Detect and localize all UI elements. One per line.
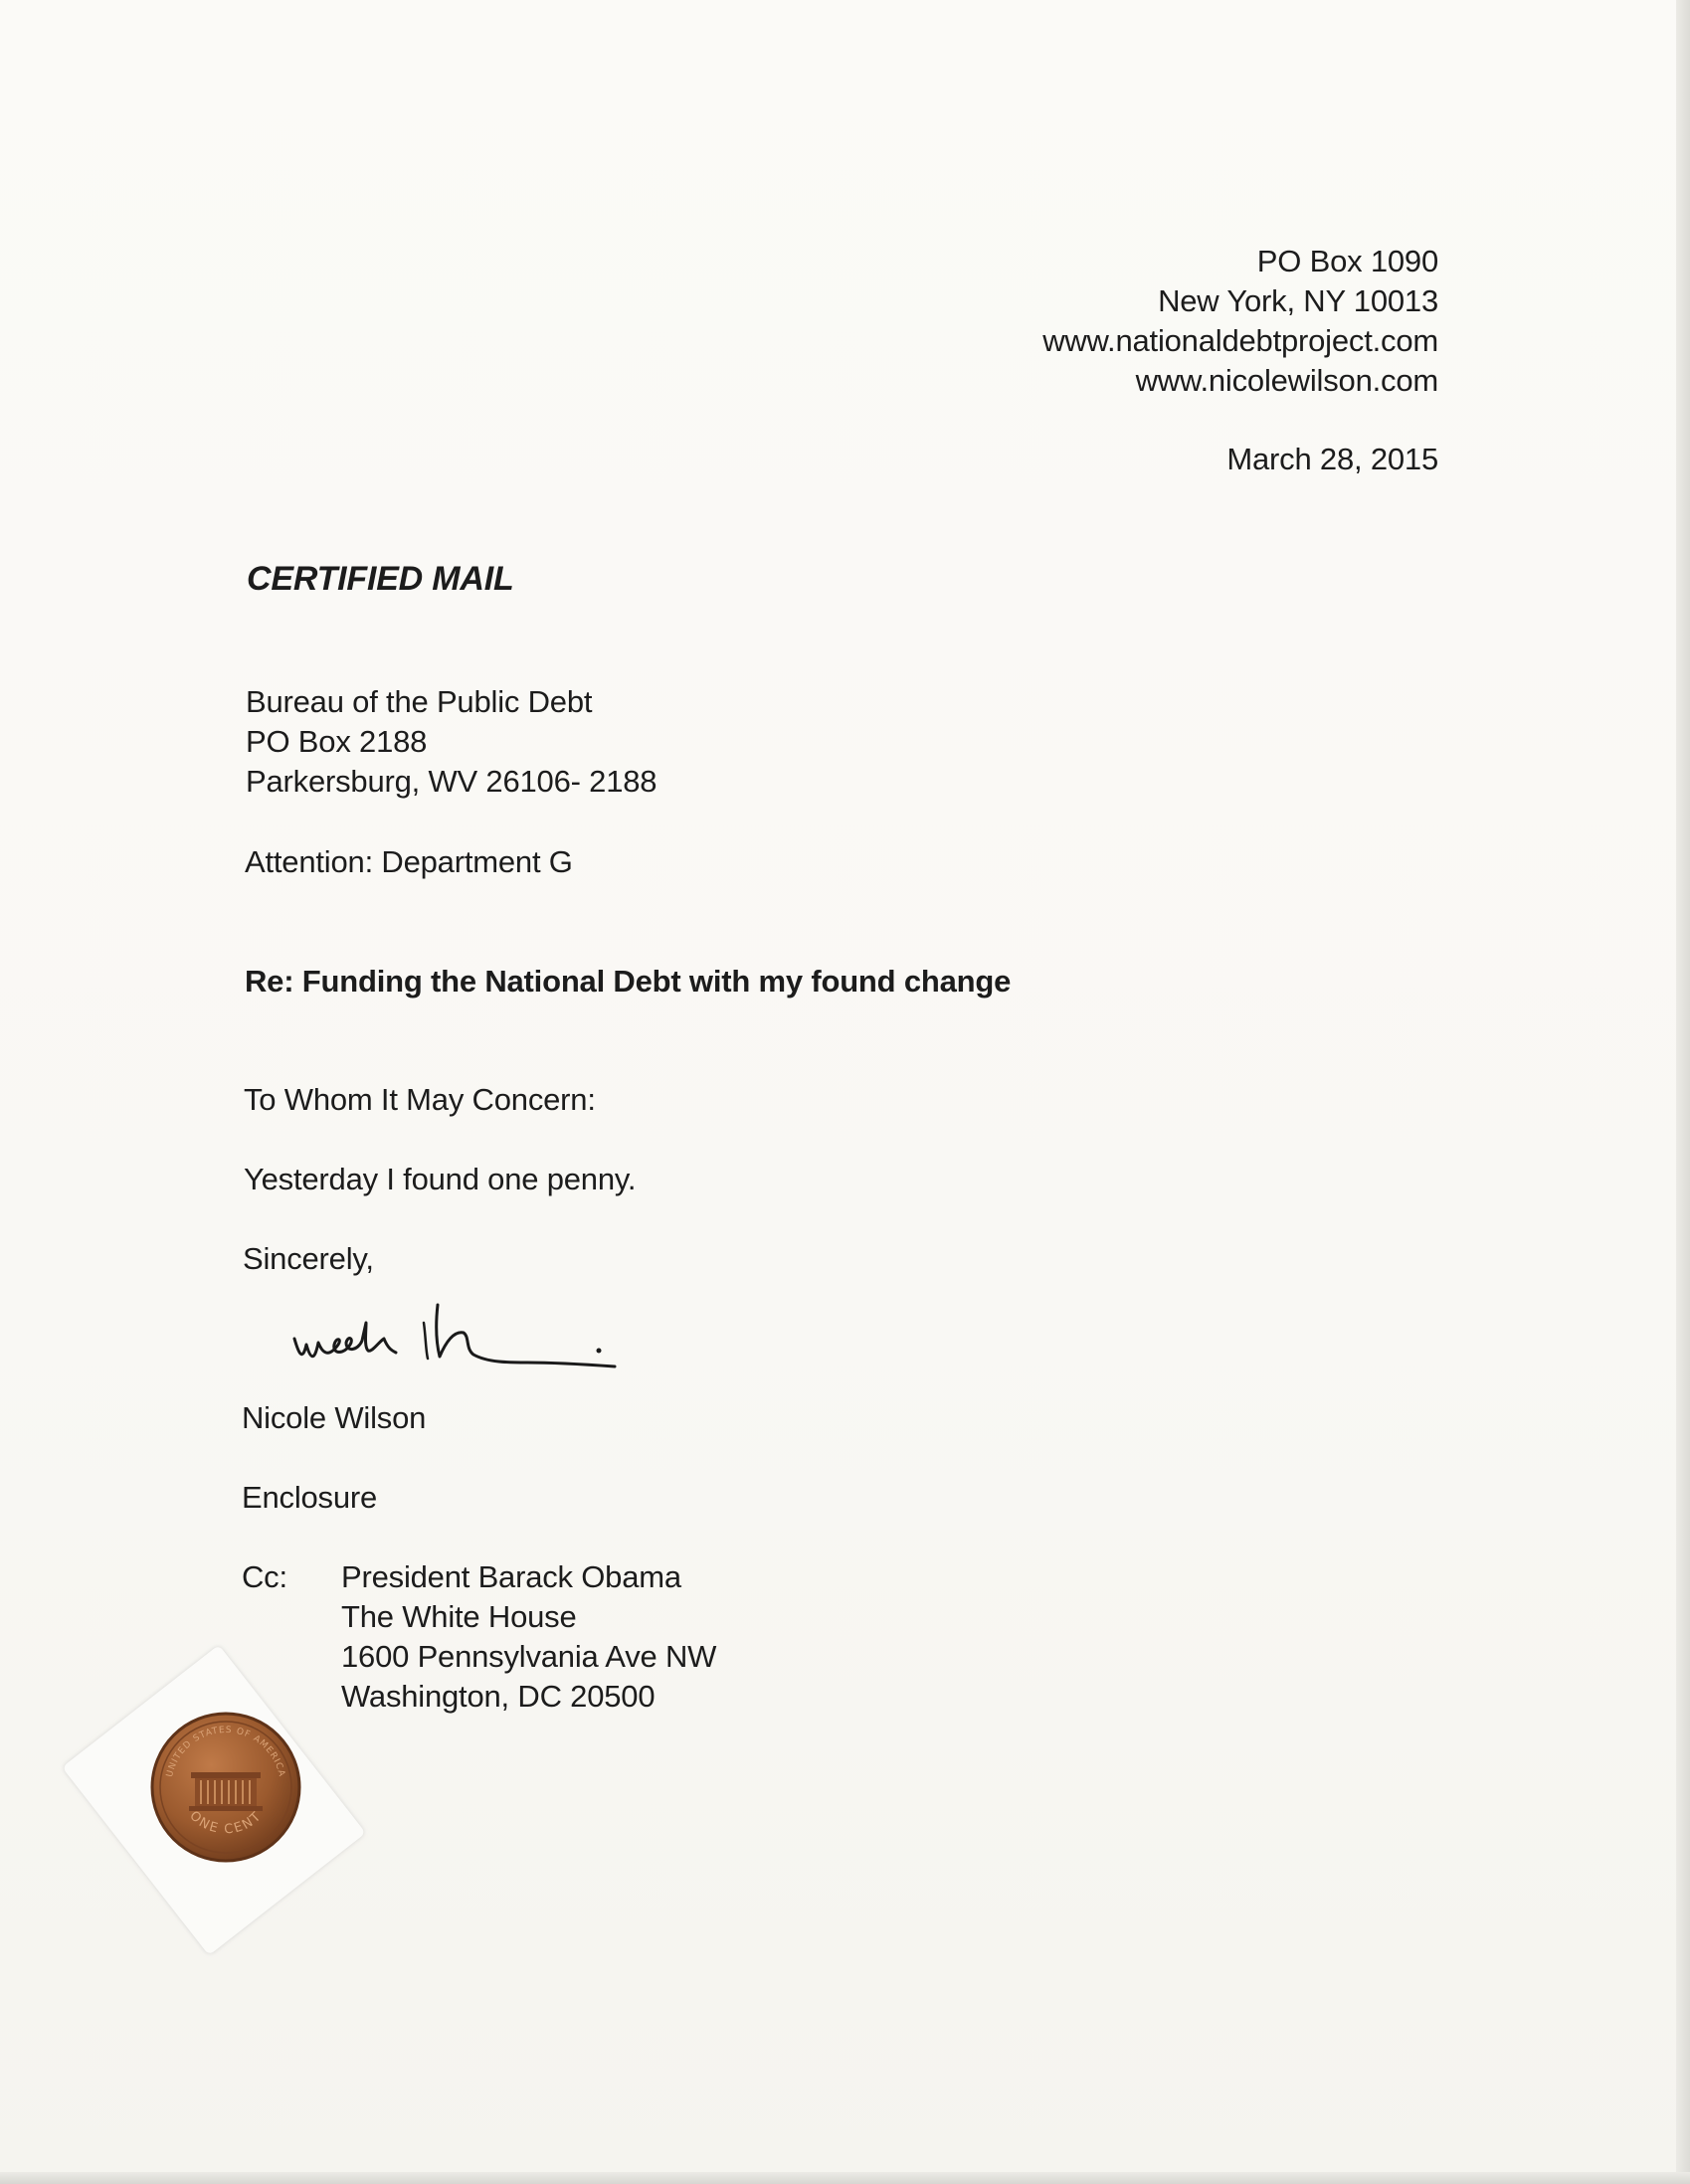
sender-website-1: www.nationaldebtproject.com <box>1042 323 1438 358</box>
sender-address-line-2: New York, NY 10013 <box>1158 283 1438 318</box>
enclosure-note: Enclosure <box>242 1480 378 1515</box>
recipient-line-1: Bureau of the Public Debt <box>246 684 593 719</box>
paper-edge-right <box>1676 0 1690 2184</box>
cc-line-3: 1600 Pennsylvania Ave NW <box>341 1639 717 1674</box>
recipient-line-3: Parkersburg, WV 26106- 2188 <box>246 764 657 799</box>
salutation: To Whom It May Concern: <box>244 1082 596 1117</box>
paper-edge-bottom <box>0 2172 1690 2184</box>
sender-website-2: www.nicolewilson.com <box>1135 363 1438 398</box>
coin-top-text: UNITED STATES OF AMERICA <box>164 1725 287 1779</box>
sender-address-line-1: PO Box 1090 <box>1256 244 1438 278</box>
coin-bottom-text: ONE CENT <box>186 1808 266 1838</box>
handwritten-signature <box>288 1293 627 1382</box>
attention-line: Attention: Department G <box>245 844 573 879</box>
subject-line: Re: Funding the National Debt with my found change <box>245 964 1012 999</box>
cc-line-2: The White House <box>341 1599 577 1634</box>
letter-date: March 28, 2015 <box>1226 442 1438 476</box>
recipient-line-2: PO Box 2188 <box>246 724 428 759</box>
letter-body: Yesterday I found one penny. <box>244 1162 637 1196</box>
cc-line-1: President Barack Obama <box>341 1559 681 1594</box>
signer-name: Nicole Wilson <box>242 1400 427 1435</box>
cc-label: Cc: <box>242 1559 287 1594</box>
closing: Sincerely, <box>243 1241 374 1276</box>
penny-coin <box>149 1711 302 1864</box>
cc-line-4: Washington, DC 20500 <box>341 1679 656 1714</box>
delivery-method: CERTIFIED MAIL <box>247 560 514 598</box>
